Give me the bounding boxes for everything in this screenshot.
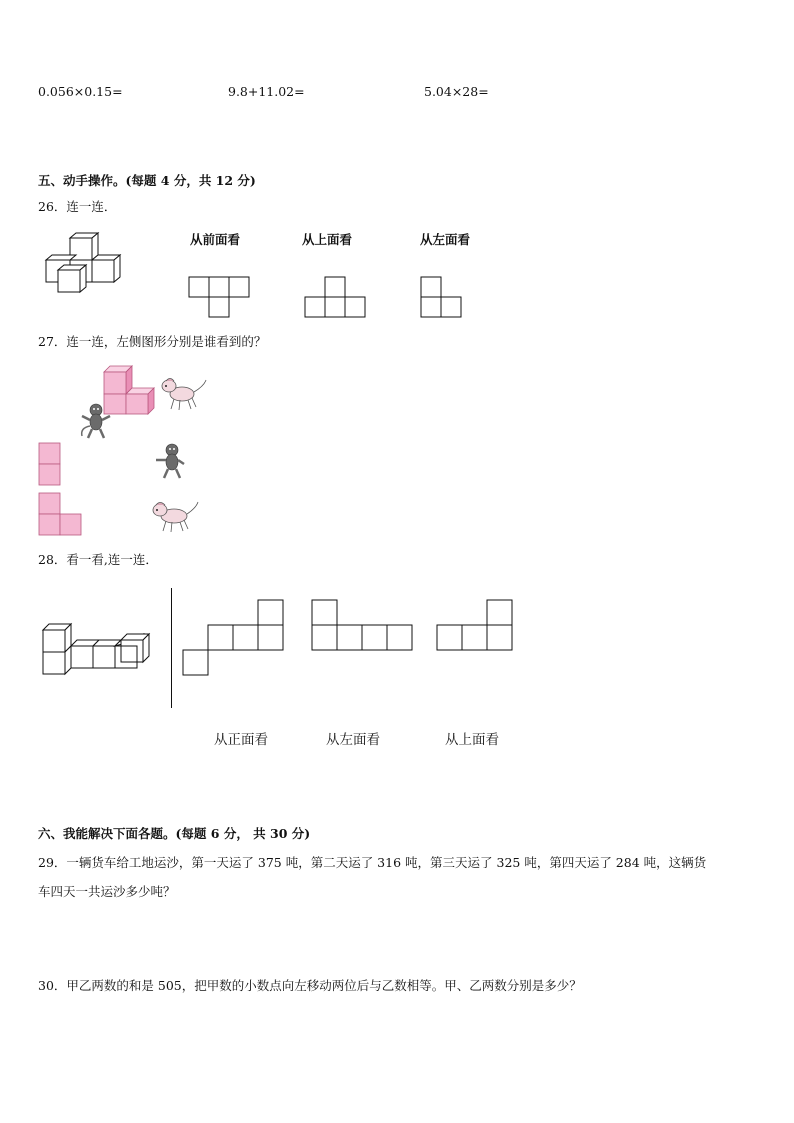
- q27-view-shape-1: [38, 442, 62, 486]
- q28-view-shape-b: [311, 599, 415, 653]
- q26-cube-solid: [42, 232, 134, 298]
- question-26-stem: 26．连一连．: [38, 199, 117, 214]
- dog-icon: [160, 376, 210, 412]
- monkey-icon: [152, 442, 188, 480]
- q28-label-left-view: 从左面看: [326, 732, 380, 747]
- q26-label-front-view: 从前面看: [190, 232, 241, 247]
- q28-view-shape-c: [436, 599, 516, 653]
- calc-problem-1: 0.056×0.15=: [38, 84, 123, 99]
- q27-view-shape-2: [38, 492, 84, 536]
- q26-top-view-shape: [304, 276, 368, 320]
- calc-problem-3: 5.04×28=: [424, 84, 489, 99]
- q28-cube-solid: [40, 620, 156, 678]
- divider-line: [171, 588, 172, 708]
- question-28-stem: 28．看一看,连一连．: [38, 552, 158, 567]
- q26-label-left-view: 从左面看: [420, 232, 471, 247]
- q28-label-top-view: 从上面看: [445, 732, 499, 747]
- q26-front-view-shape: [188, 276, 252, 320]
- section-5-heading: 五、动手操作。(每题 4 分，共 12 分): [38, 173, 256, 188]
- monkey-icon: [78, 402, 114, 440]
- question-29-line-1: 29．一辆货车给工地运沙，第一天运了 375 吨，第二天运了 316 吨，第三天运了 325 吨，第四天运了 284 吨，这辆货: [38, 855, 707, 870]
- q26-left-view-shape: [420, 276, 464, 320]
- section-6-heading: 六、我能解决下面各题。(每题 6 分， 共 30 分): [38, 826, 311, 841]
- q28-view-shape-a: [182, 599, 286, 677]
- calc-problem-2: 9.8+11.02=: [228, 84, 305, 99]
- q26-label-top-view: 从上面看: [302, 232, 353, 247]
- question-27-stem: 27．连一连，左侧图形分别是谁看到的？: [38, 334, 267, 349]
- question-29-line-2: 车四天一共运沙多少吨？: [38, 884, 176, 899]
- dog-icon: [150, 498, 202, 534]
- q28-label-front-view: 从正面看: [214, 732, 268, 747]
- question-30: 30．甲乙两数的和是 505，把甲数的小数点向左移动两位后与乙数相等。甲、乙两数分别是多少？: [38, 978, 582, 993]
